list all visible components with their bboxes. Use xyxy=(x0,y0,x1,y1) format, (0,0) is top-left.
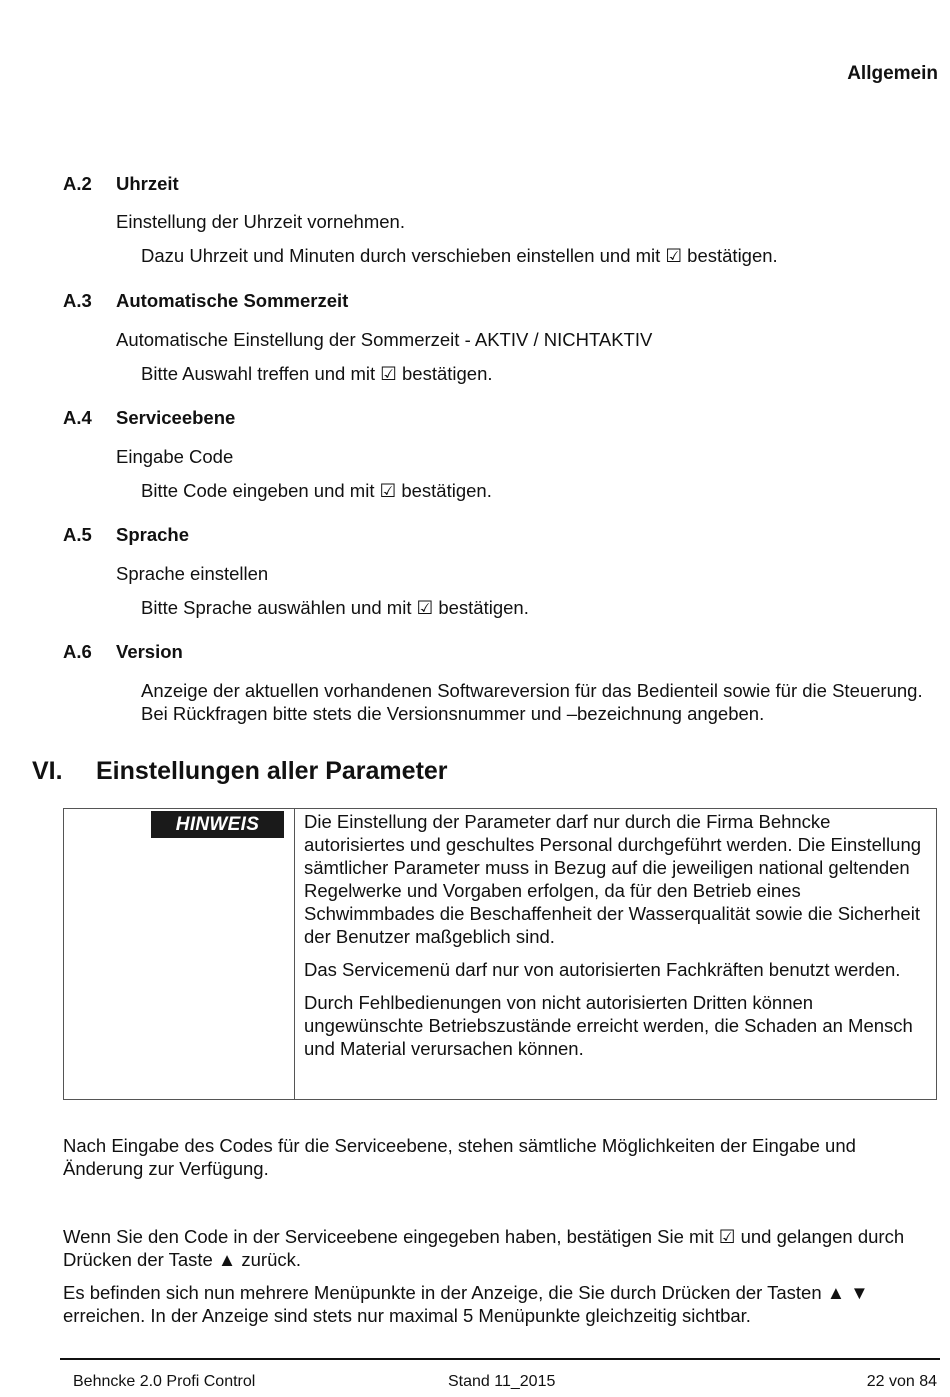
section-description: Sprache einstellen xyxy=(116,563,269,584)
hinweis-badge: HINWEIS xyxy=(151,811,284,838)
section-instruction: Bitte Auswahl treffen und mit ☑ bestätigen. xyxy=(141,363,493,384)
footer-revision: Stand 11_2015 xyxy=(448,1373,556,1390)
section-instruction: Bitte Sprache auswählen und mit ☑ bestätigen. xyxy=(141,597,529,618)
body-paragraph: Wenn Sie den Code in der Serviceebene eingegeben haben, bestätigen Sie mit ☑ und gelangen durch Drücken der Taste ▲ zurück. xyxy=(63,1226,905,1270)
section-instruction: Dazu Uhrzeit und Minuten durch verschieben einstellen und mit ☑ bestätigen. xyxy=(141,245,778,266)
section-description: Automatische Einstellung der Sommerzeit - AKTIV / NICHTAKTIV xyxy=(116,329,653,350)
body-paragraph: Nach Eingabe des Codes für die Serviceebene, stehen sämtliche Möglichkeiten der Eingabe und Änderung zur Verfügung. xyxy=(63,1135,856,1179)
chapter-title: Einstellungen aller Parameter xyxy=(96,757,448,785)
page-number: 22 von 84 xyxy=(866,1373,937,1390)
notice-divider xyxy=(294,809,295,1099)
section-title: Version xyxy=(116,641,183,662)
notice-paragraph: Die Einstellung der Parameter darf nur durch die Firma Behncke autorisiertes und geschultes Personal durchgeführt werden. Die Einstellung sämtlicher Parameter muss in Bezug auf die jeweiligen national geltenden Regelwerke und Vorgaben erfolgen, da für den Betrieb eines Schwimmbades die Beschaffenheit der Wasserqualität sowie die Sicherheit der Benutzer maßgeblich sind. xyxy=(304,811,922,947)
notice-paragraph: Das Servicemenü darf nur von autorisierten Fachkräften benutzt werden. xyxy=(304,959,901,980)
chapter-number: VI. xyxy=(32,757,63,785)
section-number: A.2 xyxy=(63,173,92,194)
section-instruction: Bitte Code eingeben und mit ☑ bestätigen. xyxy=(141,480,492,501)
body-paragraph: Es befinden sich nun mehrere Menüpunkte in der Anzeige, die Sie durch Drücken der Tasten ▲ ▼ erreichen. In der Anzeige sind stets nur maximal 5 Menüpunkte gleichzeitig sichtbar. xyxy=(63,1282,869,1326)
section-number: A.6 xyxy=(63,641,92,662)
section-number: A.5 xyxy=(63,524,92,545)
section-description: Eingabe Code xyxy=(116,446,234,467)
notice-text xyxy=(304,810,929,1070)
section-title: Uhrzeit xyxy=(116,173,179,194)
notice-box xyxy=(63,808,937,1100)
section-title: Automatische Sommerzeit xyxy=(116,290,349,311)
section-number: A.4 xyxy=(63,407,92,428)
section-number: A.3 xyxy=(63,290,92,311)
section-title: Serviceebene xyxy=(116,407,236,428)
footer-rule xyxy=(60,1358,940,1360)
section-title: Sprache xyxy=(116,524,190,545)
section-paragraph: Anzeige der aktuellen vorhandenen Softwareversion für das Bedienteil sowie für die Steuerung. Bei Rückfragen bitte stets die Versionsnummer und –bezeichnung angeben. xyxy=(141,680,923,724)
page-header-title: Allgemein xyxy=(847,63,938,84)
notice-paragraph: Durch Fehlbedienungen von nicht autorisierten Dritten können ungewünschte Betriebszustände erreicht werden, die Schaden an Mensch und Material verursachen können. xyxy=(304,992,913,1059)
footer-product: Behncke 2.0 Profi Control xyxy=(73,1373,256,1390)
section-description: Einstellung der Uhrzeit vornehmen. xyxy=(116,211,405,232)
